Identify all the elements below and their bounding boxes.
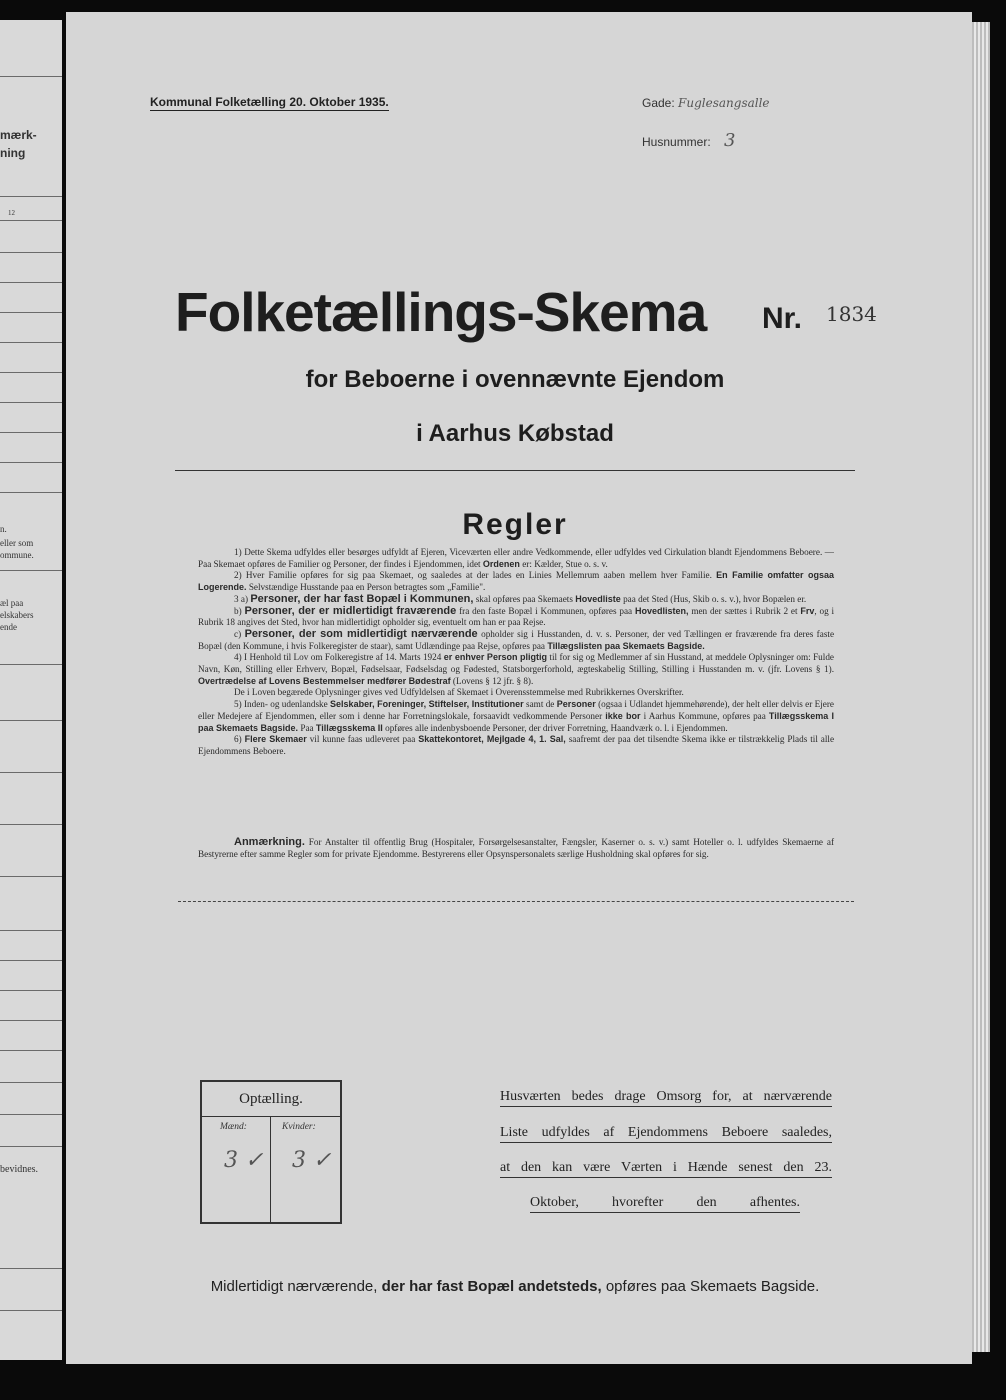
left-fragment: bevidnes. bbox=[0, 1164, 39, 1175]
house-number-value: 3 bbox=[724, 130, 736, 151]
form-subtitle: for Beboerne i ovennævnte Ejendom bbox=[305, 366, 725, 393]
left-fragment: ende bbox=[0, 622, 17, 632]
street-line bbox=[642, 96, 770, 110]
street-label: Gade: bbox=[642, 96, 675, 110]
left-page-fragment bbox=[0, 20, 62, 1360]
form-number-value: 1834 bbox=[826, 302, 877, 326]
left-fragment: æl paa bbox=[0, 598, 24, 608]
women-label: Kvinder: bbox=[282, 1122, 316, 1132]
note-text: Anmærkning. For Anstalter til offentlig Brug (Hospitaler, Forsørgelsesanstalter, Fængsler, Kaserner o. s. v.) samt Hoteller o. l. udfyldes Skemaerne af Bestyrerne efter samme Regler som for private Ejendomme. Bestyrerens eller Opsynspersonalets særlige Husholdning skal opføres for sig. bbox=[198, 836, 835, 859]
notice-line: Husværten bedes drage Omsorg for, at nærværende bbox=[500, 1088, 832, 1107]
women-count: 3 ✓ bbox=[292, 1148, 332, 1173]
house-number-label: Husnummer: bbox=[642, 135, 711, 149]
left-fragment: n. bbox=[0, 524, 7, 534]
form-number-label: Nr. bbox=[762, 302, 803, 335]
left-fragment: eller som bbox=[0, 538, 34, 548]
divider bbox=[175, 470, 855, 471]
rules-heading: Regler bbox=[462, 508, 568, 541]
page-edge-stack bbox=[972, 22, 990, 1352]
left-fragment: mærk- bbox=[0, 128, 37, 142]
note-label: Anmærkning. bbox=[234, 836, 305, 848]
men-count: 3 ✓ bbox=[224, 1148, 264, 1173]
house-number-line bbox=[642, 130, 735, 151]
form-title: Folketællings-Skema bbox=[175, 281, 707, 343]
left-fragment: 12 bbox=[8, 209, 15, 217]
men-label: Mænd: bbox=[220, 1122, 247, 1132]
form-location: i Aarhus Købstad bbox=[416, 420, 614, 447]
count-box-title: Optælling. bbox=[202, 1082, 340, 1117]
census-header: Kommunal Folketælling 20. Oktober 1935. bbox=[150, 95, 389, 109]
notice-line: at den kan være Værten i Hænde senest den 23. bbox=[500, 1159, 832, 1178]
rules-text: 1) Dette Skema udfyldes eller besørges udfyldt af Ejeren, Viceværten eller andre Vedkommende, eller udfyldes ved Cirkulation blandt Ejendommens Beboere. — Paa Skemaet opføres de Familier og Personer, der findes i Ejendommen, idet Ordenen er: Kælder, Stue o. s. v. 2) Hver Familie opføres for sig paa Skemaet, og saaledes at der lades en Linies Mellemrum aaben mellem hver Familie. En Familie omfatter ogsaa Logerende. Selvstændige Husstande paa en Person betragtes som „Familie". 3 a) Personer, der har fast Bopæl i Kommunen, skal opføres paa Skemaets Hovedliste paa det Sted (Hus, Skib o. s. v.), hvor Bopælen er. b) Personer, der er midlertidigt fraværende fra den faste Bopæl i Kommunen, opføres paa Hovedlisten, men der sættes i Rubrik 2 et Frv, og i Rubrik 18 angives det Sted, hvor han midlertidigt opholder sig, eventuelt om han er paa Rejse. c) Personer, der som midlertidigt nærværende opholder sig i Husstanden, d. v. s. Personer, der ved Tællingen er fraværende fra deres faste Bopæl (den Kommune, i hvis Folkeregister de staar), samt Udlændinge paa Rejse, opføres paa Tillægslisten paa Skemaets Bagside. 4) I Henhold til Lov om Folkeregistre af 14. Marts 1924 er enhver Person pligtig til for sig og Medlemmer af sin Husstand, at meddele Oplysninger om: Fulde Navn, Køn, Stilling eller Erhverv, Bopæl, Fødselsaar, Fødselsdag og Fødested, Statsborgerforhold, ægteskabelig Stilling, Stilling i Husstanden m. v. (jfr. Lovens § 1). Overtrædelse af Lovens Bestemmelser medfører Bødestraf (Lovens § 12 jfr. § 8). De i Loven begærede Oplysninger gives ved Udfyldelsen af Skemaet i Overensstemmelse med Rubrikkernes Overskrifter. 5) Inden- og udenlandske Selskaber, Foreninger, Stiftelser, Institutioner samt de Personer (ogsaa i Udlandet hjemmehørende), der helt eller delvis er Ejere eller Medejere af Ejendommen, eller som i denne har Forretningslokale, forsaavidt vedkommende Personer ikke bor i Aarhus Kommune, opføres paa Tillægsskema I paa Skemaets Bagside. Paa Tillægsskema II opføres alle indenbysboende Personer, der driver Forretning, Haandværk o. l. i Ejendommen. 6) Flere Skemaer vil kunne faas udleveret paa Skattekontoret, Mejlgade 4, 1. Sal, saafremt der paa det tilsendte Skema ikke er tilstrækkelig Plads til alle Ejendommens Beboere. bbox=[198, 547, 835, 756]
left-fragment: ommune. bbox=[0, 550, 34, 560]
notice-line: Oktober, hvorefter den afhentes. bbox=[530, 1194, 800, 1213]
divider-dashed bbox=[178, 901, 854, 902]
left-fragment: ning bbox=[0, 146, 26, 160]
street-value: Fuglesangsalle bbox=[678, 96, 770, 110]
left-fragment: elskabers bbox=[0, 610, 34, 620]
footer-note: Midlertidigt nærværende, der har fast Bopæl andetsteds, opføres paa Skemaets Bagside. bbox=[210, 1278, 820, 1295]
count-box bbox=[200, 1080, 342, 1224]
notice-line: Liste udfyldes af Ejendommens Beboere saaledes, bbox=[500, 1124, 832, 1143]
